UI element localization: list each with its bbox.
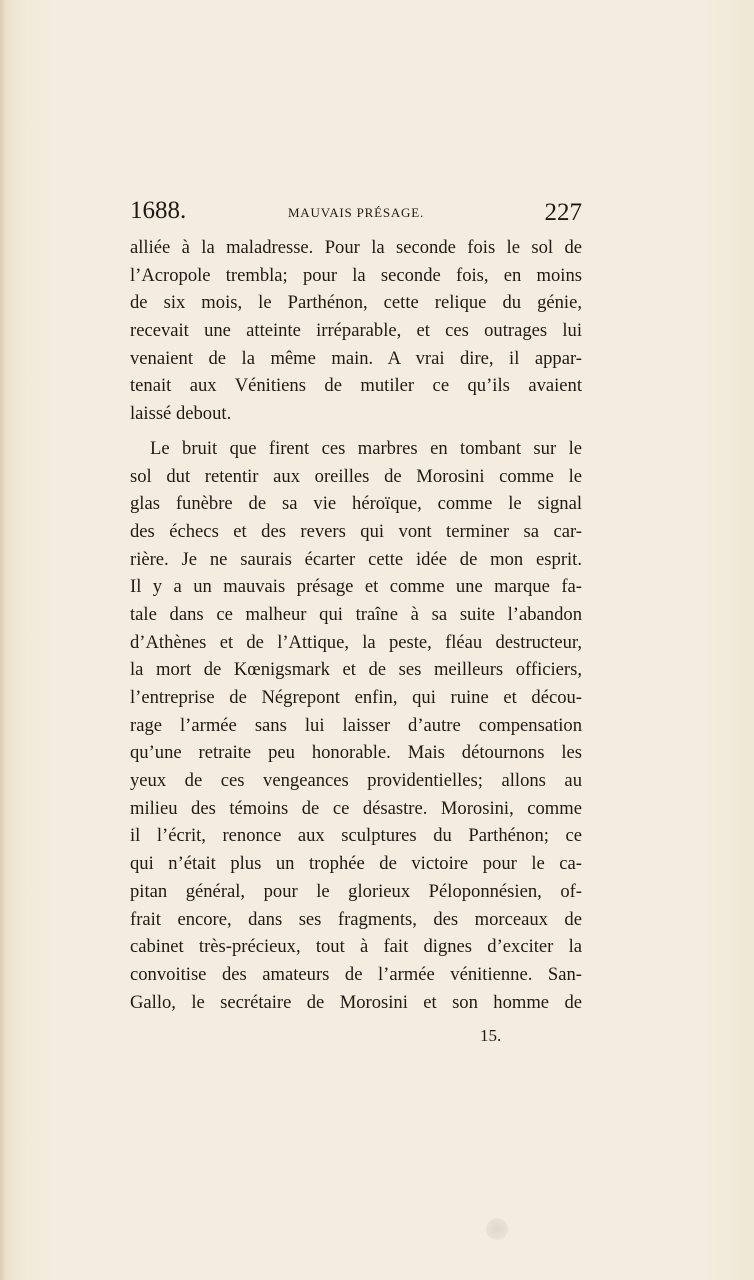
text-line: venaient de la même main. A vrai dire, il appar- <box>130 347 582 369</box>
text-line: rière. Je ne saurais écarter cette idée de mon esprit. <box>130 548 582 570</box>
text-line: sol dut retentir aux oreilles de Morosini comme le <box>130 465 582 487</box>
text-line: convoitise des amateurs de l’armée vénitienne. San- <box>130 963 582 985</box>
text-line: des échecs et des revers qui vont terminer sa car- <box>130 520 582 542</box>
text-line: pitan général, pour le glorieux Péloponnésien, of- <box>130 880 582 902</box>
text-line: d’Athènes et de l’Attique, la peste, fléau destructeur, <box>130 631 582 653</box>
text-line: il l’écrit, renonce aux sculptures du Parthénon; ce <box>130 825 582 847</box>
text-line: Il y a un mauvais présage et comme une marque fa- <box>130 576 582 598</box>
text-line: qui n’était plus un trophée de victoire pour le ca- <box>130 853 582 875</box>
text-line: rage l’armée sans lui laisser d’autre compensation <box>130 714 582 736</box>
text-line: recevait une atteinte irréparable, et ces outrages lui <box>130 320 582 342</box>
text-line: l’Acropole trembla; pour la seconde fois, en moins <box>130 264 582 286</box>
text-line: Le bruit que firent ces marbres en tombant sur le <box>150 437 582 459</box>
paragraph-1 <box>130 234 582 428</box>
running-header <box>130 196 582 232</box>
text-line: tenait aux Vénitiens de mutiler ce qu’ils avaient <box>130 375 582 397</box>
signature-mark: 15. <box>480 1026 502 1045</box>
text-line: tale dans ce malheur qui traîne à sa suite l’abandon <box>130 603 582 625</box>
page-number: 227 <box>544 199 582 226</box>
text-line: l’entreprise de Négrepont enfin, qui ruine et décou- <box>130 687 582 708</box>
paragraph-2 <box>130 435 582 1016</box>
text-line: qu’une retraite peu honorable. Mais détournons les <box>130 742 582 764</box>
text-line: frait encore, dans ses fragments, des morceaux de <box>130 908 582 930</box>
text-line: glas funèbre de sa vie héroïque, comme le signal <box>130 493 582 515</box>
text-line: yeux de ces vengeances providentielles; allons au <box>130 770 582 792</box>
text-line: Gallo, le secrétaire de Morosini et son homme de <box>130 991 582 1013</box>
header-year: 1688. <box>130 197 187 224</box>
text-line: laissé debout. <box>130 403 232 425</box>
text-line: de six mois, le Parthénon, cette relique du génie, <box>130 292 582 314</box>
text-line: milieu des témoins de ce désastre. Morosini, comme <box>130 797 582 819</box>
page-body <box>130 234 582 1016</box>
library-stamp <box>486 1218 508 1240</box>
text-line: la mort de Kœnigsmark et de ses meilleurs officiers, <box>130 659 582 681</box>
text-line: cabinet très-précieux, tout à fait dignes d’exciter la <box>130 936 582 958</box>
text-line: alliée à la maladresse. Pour la seconde fois le sol de <box>130 237 582 258</box>
header-title: MAUVAIS PRÉSAGE. <box>287 205 425 220</box>
